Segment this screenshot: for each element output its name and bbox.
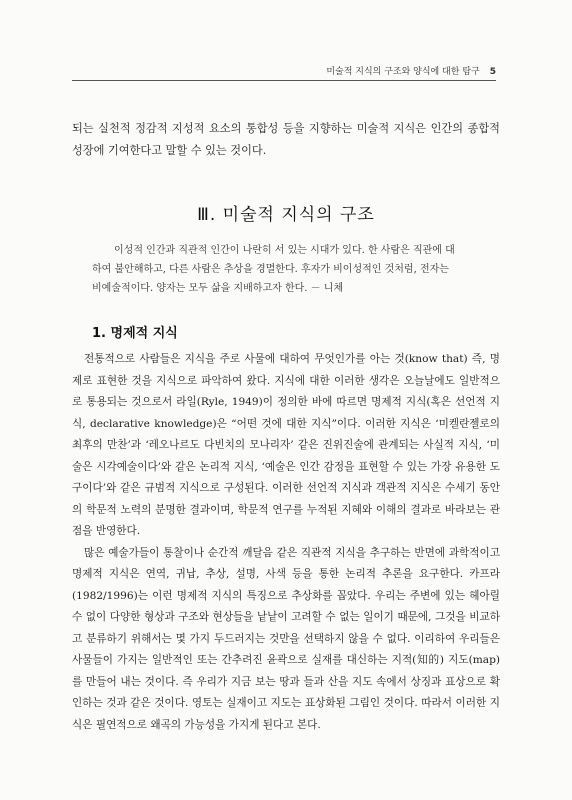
intro-paragraph: 되는 실천적 정감적 지성적 요소의 통합성 등을 지향하는 미술적 지식은 인간의 종합적 성장에 기여한다고 말할 수 있는 것이다. — [72, 122, 500, 157]
epigraph-line: 하여 불안해하고, 다른 사람은 추상을 경멸한다. 후자가 비이성적인 것처럼, 전자는 — [92, 264, 449, 275]
body-paragraph: 전통적으로 사람들은 지식을 주로 사물에 대하여 무엇인가를 아는 것(know that) 즉, 명제로 표현한 것을 지식으로 파악하여 왔다. 지식에 대한 이러한 생각은 오늘날에도 일반적으로 통용되는 것으로서 라일(Ryle, 1949)이 정의한 바에 따르면 명제적 지식(혹은 선언적 지식, declarative knowledge)은 “어떤 것에 대한 지식”이다. 이러한 지식은 ‘미켈란젤로의 최후의 만찬’과 ‘레오나르도 다빈치의 모나리자’ 같은 진위진술에 관계되는 사실적 지식, ‘미술은 시각예술이다’와 같은 논리적 지식, ‘예술은 인간 감정을 표현할 수 있는 가장 유용한 도구이다’와 같은 규범적 지식으로 구성된다. 이러한 선언적 지식과 객관적 지식은 수세기 동안의 학문적 노력의 분명한 결과이며, 학문적 연구를 누적된 지혜와 이해의 결과로 바라보는 관점을 반영한다. — [72, 353, 500, 537]
running-header — [72, 64, 496, 81]
page-number: 5 — [489, 67, 496, 77]
section-title: Ⅲ. 미술적 지식의 구조 — [197, 205, 375, 225]
body-text — [72, 349, 500, 736]
body-paragraph: 많은 예술가들이 통찰이나 순간적 깨달음 같은 직관적 지식을 추구하는 반면에 과학적이고 명제적 지식은 연역, 귀납, 추상, 설명, 사색 등을 통한 논리적 추론을 요구한다. 카프라(1982/1996)는 이런 명제적 지식의 특징으로 추상화를 꼽았다. 우리는 주변에 있는 헤아릴 수 없이 다양한 형상과 구조와 현상들을 낱낱이 고려할 수 없는 일이기 때문에, 그것을 비교하고 분류하기 위해서는 몇 가지 두드러지는 것만을 선택하지 않을 수 없다. 이리하여 우리들은 사물들이 가지는 일반적인 또는 간추려진 윤곽으로 실재를 대신하는 지적(知的) 지도(map)를 만들어 내는 것이다. 즉 우리가 지금 보는 땅과 들과 산을 지도 속에서 상징과 표상으로 확인하는 것과 같은 것이다. 영토는 실재이고 지도는 표상화된 그림인 것이다. 따라서 이러한 지식은 필연적으로 왜곡의 가능성을 가지게 된다고 본다. — [72, 546, 500, 731]
epigraph — [92, 241, 484, 298]
epigraph-line: 비예술적이다. 양자는 모두 삶을 지배하고자 한다. － 니체 — [92, 283, 344, 294]
epigraph-line: 이성적 인간과 직관적 인간이 나란히 서 있는 시대가 있다. 한 사람은 직관에 대 — [114, 245, 455, 256]
running-title: 미술적 지식의 구조와 양식에 대한 탐구 — [326, 67, 480, 77]
subsection-title: 1. 명제적 지식 — [92, 326, 178, 341]
